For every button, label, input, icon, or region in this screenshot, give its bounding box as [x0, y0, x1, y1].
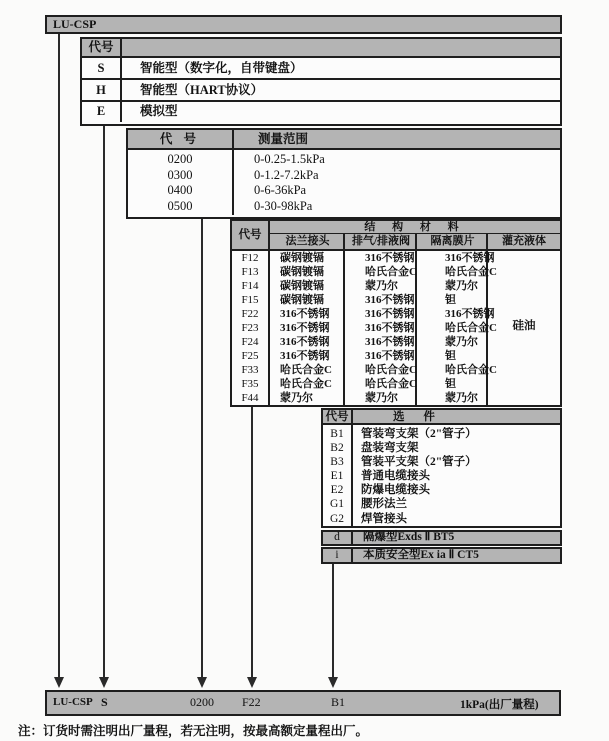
material-diaphragm: 蒙乃尔: [445, 392, 478, 404]
protection-code: d: [323, 532, 353, 544]
material-diaphragm: 蒙乃尔: [445, 280, 478, 292]
option-row: [323, 441, 560, 455]
options-header-row: [323, 410, 560, 425]
type-label: 模拟型: [140, 104, 178, 118]
material-flange: 蒙乃尔: [280, 392, 313, 404]
material-flange: 哈氏合金C: [280, 364, 332, 376]
range-code: 0500: [167, 198, 193, 213]
options-table: [321, 408, 562, 528]
option-row: [323, 455, 560, 469]
material-code: F12: [241, 252, 259, 264]
option-code: G2: [329, 512, 345, 525]
arrow-down-icon: [99, 677, 109, 688]
material-vent: 哈氏合金C: [365, 378, 417, 390]
material-diaphragm: 哈氏合金C: [445, 322, 497, 334]
drop-line-type: [103, 126, 105, 678]
example-type: S: [101, 695, 108, 709]
drop-line-option: [332, 564, 334, 678]
type-row: [82, 58, 560, 80]
arrow-down-icon: [247, 677, 257, 688]
material-diaphragm: 钽: [445, 294, 456, 306]
materials-row: [232, 391, 560, 405]
drop-line-material: [251, 407, 253, 678]
type-label: 智能型（HART协议）: [140, 83, 264, 97]
protection-label: 本质安全型Ex ia Ⅱ CT5: [363, 549, 479, 561]
option-label: 防爆电缆接头: [361, 484, 430, 497]
example-option: B1: [331, 695, 346, 709]
example-range: 0200: [190, 695, 214, 709]
materials-group-header: 结 构 材 料: [270, 221, 560, 234]
material-vent: 316不锈钢: [365, 350, 415, 362]
range-code: 0300: [167, 167, 193, 182]
range-value: 0-30-98kPa: [254, 198, 313, 213]
material-code: F22: [241, 308, 259, 320]
materials-row: [232, 251, 560, 265]
type-code: S: [82, 58, 122, 78]
option-row: [323, 512, 560, 526]
material-flange: 碳钢镀镉: [280, 252, 324, 264]
material-diaphragm: 316不锈钢: [445, 308, 495, 320]
options-code-header: 代号: [325, 411, 349, 423]
type-header-spacer: [122, 39, 560, 56]
material-vent: 316不锈钢: [365, 294, 415, 306]
materials-row: [232, 377, 560, 391]
material-vent: 316不锈钢: [365, 252, 415, 264]
option-row: [323, 469, 560, 483]
range-value: 0-1.2-7.2kPa: [254, 167, 319, 182]
range-code: 0200: [167, 152, 193, 166]
arrow-down-icon: [197, 677, 207, 688]
material-code: F44: [241, 392, 259, 404]
material-vent: 蒙乃尔: [365, 280, 398, 292]
material-code: F25: [241, 350, 259, 362]
materials-col-header: 隔离膜片: [430, 235, 475, 247]
material-diaphragm: 哈氏合金C: [445, 266, 497, 278]
fill-liquid-value: 硅油: [512, 320, 536, 332]
range-value-column: [234, 150, 560, 215]
drop-line-model: [58, 33, 60, 678]
drop-line-range: [201, 219, 203, 678]
range-value: 0-6-36kPa: [254, 183, 307, 197]
type-code: E: [82, 102, 122, 122]
arrow-down-icon: [328, 677, 338, 688]
materials-row: [232, 265, 560, 279]
footnote: 注：订货时需注明出厂量程，若无注明，按最高额定量程出厂。: [18, 724, 369, 738]
type-table: [80, 37, 562, 126]
protection-row: [323, 549, 560, 562]
type-label: 智能型（数字化，自带键盘）: [140, 61, 303, 75]
example-model-row: [45, 690, 561, 716]
material-vent: 316不锈钢: [365, 308, 415, 320]
material-code: F23: [241, 322, 259, 334]
material-flange: 碳钢镀镉: [280, 266, 324, 278]
type-row: [82, 102, 560, 122]
type-code-header: 代号: [82, 39, 122, 56]
option-code: G1: [329, 498, 345, 511]
range-table: [126, 128, 562, 219]
range-header-row: [128, 130, 560, 150]
range-code: 0400: [167, 183, 193, 197]
option-code: B3: [330, 456, 344, 469]
example-model: LU-CSP: [53, 696, 93, 708]
range-value-header: 测量范围: [258, 132, 309, 146]
material-code: F24: [241, 336, 259, 348]
options-header: 选 件: [393, 411, 443, 423]
type-row: [82, 80, 560, 102]
materials-code-header: 代号: [238, 229, 262, 241]
option-label: 焊管接头: [361, 512, 407, 525]
materials-row: [232, 363, 560, 377]
material-flange: 316不锈钢: [280, 308, 330, 320]
option-row: [323, 497, 560, 511]
range-body: [128, 150, 560, 215]
protection-label: 隔爆型Exds Ⅱ BT5: [363, 531, 455, 543]
material-vent: 316不锈钢: [365, 322, 415, 334]
option-code: E2: [330, 484, 344, 497]
options-body: [323, 427, 560, 526]
model-header-box: [45, 15, 562, 34]
materials-col-header: 灌充液体: [502, 235, 546, 247]
material-flange: 碳钢镀镉: [280, 294, 324, 306]
option-label: 管装弯支架（2"管子）: [361, 428, 477, 440]
arrow-down-icon: [54, 677, 64, 688]
material-code: F33: [241, 364, 259, 376]
material-diaphragm: 钽: [445, 350, 456, 362]
protection-row: [323, 532, 560, 544]
range-value: 0-0.25-1.5kPa: [254, 152, 325, 166]
option-code: E1: [330, 470, 344, 483]
option-code: B1: [330, 428, 344, 440]
material-diaphragm: 蒙乃尔: [445, 336, 478, 348]
materials-row: [232, 335, 560, 349]
material-diaphragm: 钽: [445, 378, 456, 390]
materials-row: [232, 293, 560, 307]
protection-row-d: [321, 530, 562, 546]
material-code: F13: [241, 266, 259, 278]
option-label: 普通电缆接头: [361, 470, 430, 483]
materials-table: [230, 219, 562, 407]
material-flange: 316不锈钢: [280, 350, 330, 362]
range-code-header: 代 号: [128, 130, 234, 148]
materials-col-header: 法兰接头: [285, 235, 330, 247]
type-code: H: [82, 80, 122, 100]
material-diaphragm: 哈氏合金C: [445, 364, 497, 376]
option-label: 盘装弯支架: [361, 442, 419, 455]
materials-col-header: 排气/排液阀: [351, 235, 411, 247]
option-row: [323, 483, 560, 497]
model-name: LU-CSP: [53, 17, 97, 31]
material-vent: 蒙乃尔: [365, 392, 398, 404]
example-material: F22: [242, 695, 261, 709]
example-span: 1kPa(出厂量程): [460, 699, 539, 711]
protection-code: i: [323, 549, 353, 562]
material-code: F14: [241, 280, 259, 292]
material-code: F15: [241, 294, 259, 306]
range-code-column: [128, 150, 234, 215]
option-code: B2: [330, 442, 344, 455]
option-label: 管装平支架（2"管子）: [361, 456, 477, 469]
option-row: [323, 427, 560, 441]
option-label: 腰形法兰: [361, 498, 407, 511]
material-code: F35: [241, 378, 259, 390]
material-vent: 哈氏合金C: [365, 266, 417, 278]
materials-row: [232, 349, 560, 363]
material-diaphragm: 316不锈钢: [445, 252, 495, 264]
material-vent: 316不锈钢: [365, 336, 415, 348]
material-flange: 316不锈钢: [280, 322, 330, 334]
material-flange: 哈氏合金C: [280, 378, 332, 390]
material-vent: 哈氏合金C: [365, 364, 417, 376]
materials-row: [232, 279, 560, 293]
protection-row-i: [321, 547, 562, 564]
material-flange: 碳钢镀镉: [280, 280, 324, 292]
type-table-header-row: [82, 39, 560, 58]
material-flange: 316不锈钢: [280, 336, 330, 348]
